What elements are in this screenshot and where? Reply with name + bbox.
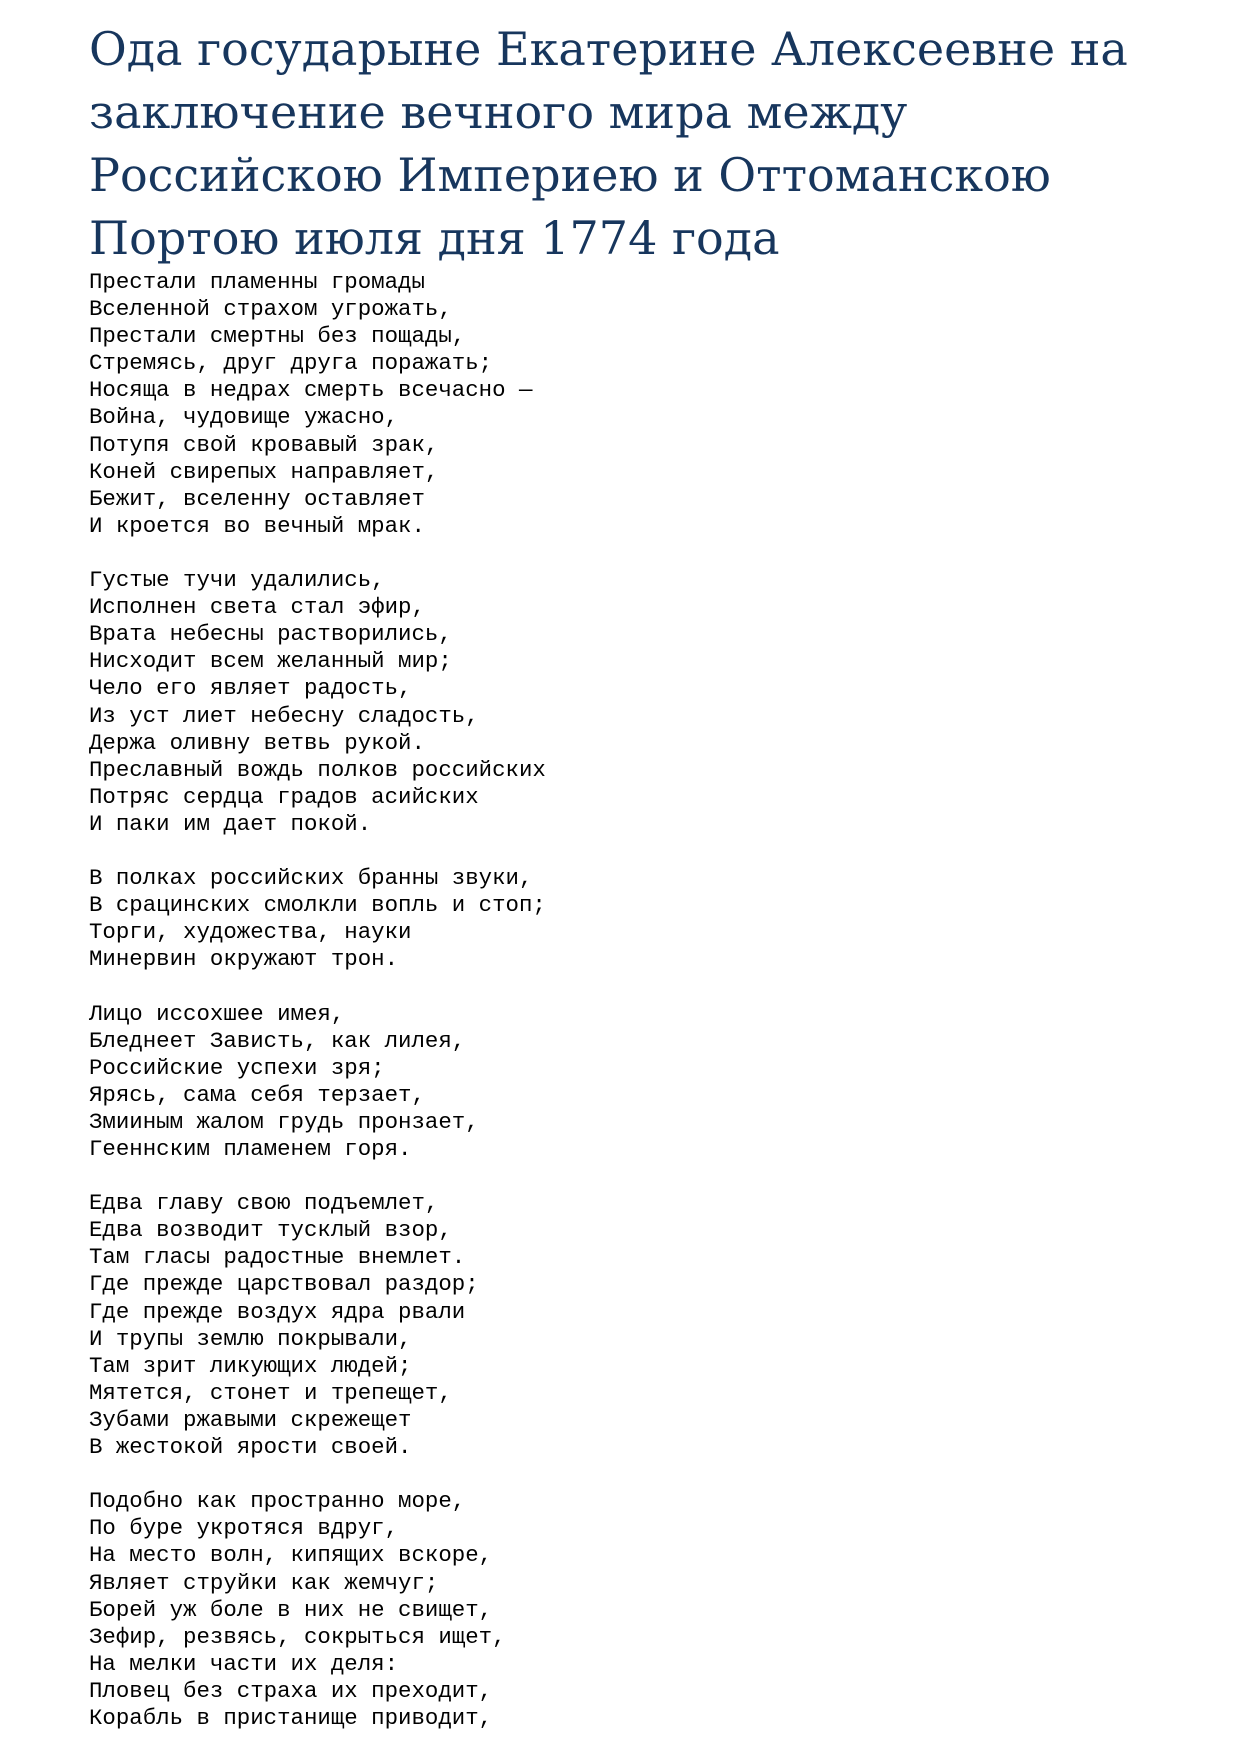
document-title: Ода государыне Екатерине Алексеевне на заключение вечного мира между Российскою Империею и Оттоманскою Портою июля дня 1774 года	[89, 22, 1128, 265]
poem-line: Змииным жалом грудь пронзает,	[89, 1108, 479, 1135]
poem-line: На мелки части их деля:	[89, 1650, 399, 1677]
poem-line: Бледнеет Зависть, как лилея,	[89, 1027, 466, 1054]
poem-line: Исполнен света стал эфир,	[89, 594, 425, 621]
poem-line: Потряс сердца градов асийских	[89, 783, 479, 810]
poem-line: Мятется, стонет и трепещет,	[89, 1379, 452, 1406]
poem-line: И кроется во вечный мрак.	[89, 512, 425, 539]
poem-line: Преславный вождь полков российских	[89, 756, 546, 783]
poem-line: Где прежде царствовал раздор;	[89, 1271, 479, 1298]
poem-body	[89, 269, 1189, 1754]
poem-line: Из уст лиет небесну сладость,	[89, 702, 479, 729]
stanza-6	[89, 1488, 1189, 1732]
poem-line: Престали смертны без пощады,	[89, 323, 466, 350]
poem-line: Зубами ржавыми скрежещет	[89, 1406, 412, 1433]
poem-line: Едва главу свою подъемлет,	[89, 1190, 439, 1217]
poem-line: Ярясь, сама себя терзает,	[89, 1081, 425, 1108]
poem-line: Российские успехи зря;	[89, 1054, 385, 1081]
poem-line: Престали пламенны громады	[89, 269, 425, 295]
stanza-5	[89, 1190, 1189, 1461]
poem-line: Корабль в пристанище приводит,	[89, 1704, 493, 1731]
poem-line: В срацинских смолкли вопль и стоп;	[89, 892, 546, 919]
poem-line: Борей уж боле в них не свищет,	[89, 1596, 493, 1623]
poem-line: По буре укротяся вдруг,	[89, 1515, 399, 1542]
poem-line: Война, чудовище ужасно,	[89, 404, 399, 431]
poem-line: Держа оливну ветвь рукой.	[89, 729, 425, 756]
poem-line: Пловец без страха их преходит,	[89, 1677, 493, 1704]
poem-line: Зефир, резвясь, сокрыться ищет,	[89, 1623, 506, 1650]
stanza-2	[89, 567, 1189, 838]
poem-line: Где прежде воздух ядра рвали	[89, 1298, 466, 1325]
poem-line: Являет струйки как жемчуг;	[89, 1569, 439, 1596]
stanza-3	[89, 865, 1189, 973]
poem-line: Там гласы радостные внемлет.	[89, 1244, 466, 1271]
poem-line: Густые тучи удалились,	[89, 567, 385, 594]
poem-line: Минервин окружают трон.	[89, 946, 399, 973]
poem-line: Потупя свой кровавый зрак,	[89, 431, 439, 458]
poem-line: Врата небесны растворились,	[89, 621, 452, 648]
stanza-4	[89, 1001, 1189, 1164]
poem-line: Лицо иссохшее имея,	[89, 1000, 345, 1027]
poem-line: Торги, художества, науки	[89, 919, 412, 946]
poem-line: Нисходит всем желанный мир;	[89, 648, 452, 675]
poem-line: Там зрит ликующих людей;	[89, 1352, 412, 1379]
poem-line: Подобно как пространно море,	[89, 1488, 466, 1515]
poem-line: В полках российских бранны звуки,	[89, 865, 533, 892]
poem-line: Стремясь, друг друга поражать;	[89, 350, 493, 377]
poem-line: Коней свирепых направляет,	[89, 458, 439, 485]
poem-line: Чело его являет радость,	[89, 675, 412, 702]
poem-line: Вселенной страхом угрожать,	[89, 296, 452, 323]
poem-line: Едва возводит тусклый взор,	[89, 1217, 452, 1244]
poem-line: Носяща в недрах смерть всечасно —	[89, 377, 533, 404]
poem-line: На место волн, кипящих вскоре,	[89, 1542, 493, 1569]
poem-line: В жестокой ярости своей.	[89, 1434, 412, 1461]
poem-line: И трупы землю покрывали,	[89, 1325, 412, 1352]
poem-line: И паки им дает покой.	[89, 810, 372, 837]
stanza-1	[89, 269, 1189, 540]
poem-line: Бежит, вселенну оставляет	[89, 485, 425, 512]
poem-line: Гееннским пламенем горя.	[89, 1136, 412, 1162]
